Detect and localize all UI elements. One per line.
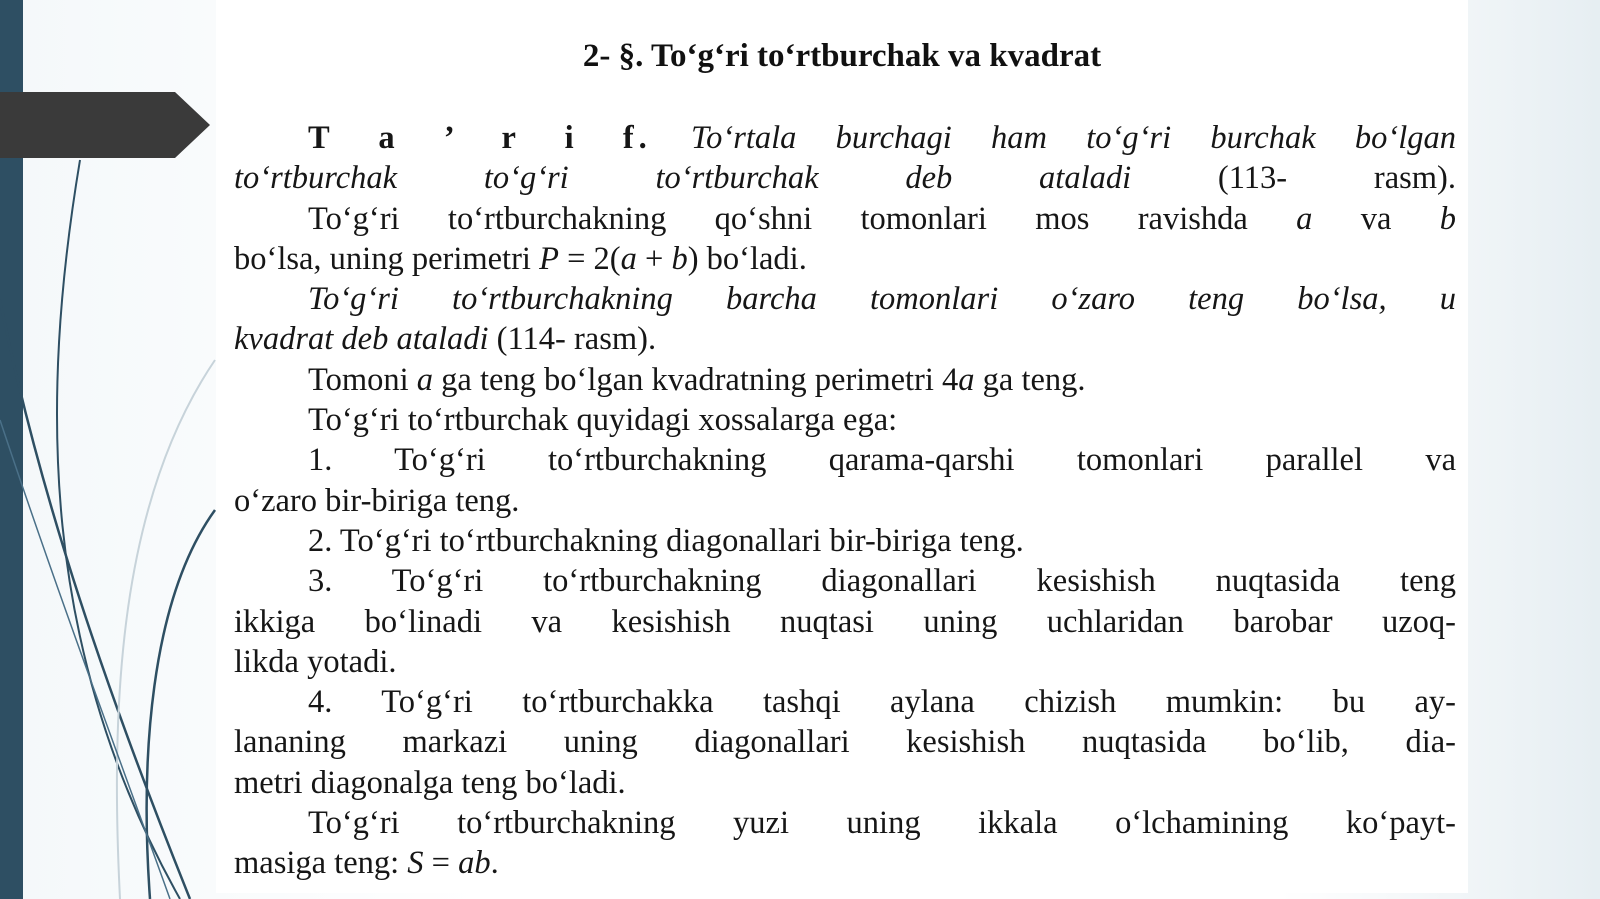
section-heading: 2- §. To‘g‘ri to‘rtburchak va kvadrat — [582, 38, 1102, 74]
text-line-7: Tomoni a ga teng bo‘lgan kvadratning perimetri 4a ga teng. — [308, 361, 1086, 398]
area-line-2: masiga teng: S = ab. — [234, 845, 499, 882]
body-text — [234, 118, 1456, 884]
list-item-2: 2. To‘g‘ri to‘rtburchakning diagonallari bir-biriga teng. — [308, 522, 1024, 559]
list-item-4-line-1: 4. To‘g‘ri to‘rtburchakka tashqi aylana chizish mumkin: bu ay- — [308, 684, 1456, 721]
text-line-3: To‘g‘ri to‘rtburchakning qo‘shni tomonlari mos ravishda a va b — [308, 200, 1456, 237]
list-item-1-line-2: o‘zaro bir-biriga teng. — [234, 482, 520, 519]
arrow-tab-shape — [0, 92, 210, 158]
text-line-5: To‘g‘ri to‘rtburchakning barcha tomonlari o‘zaro teng bo‘lsa, u — [308, 281, 1456, 318]
list-item-4-line-3: metri diagonalga teng bo‘ladi. — [234, 764, 626, 801]
text-line-8: To‘g‘ri to‘rtburchak quyidagi xossalarga ega: — [308, 402, 898, 439]
text-line-4: bo‘lsa, uning perimetri P = 2(a + b) bo‘ladi. — [234, 240, 807, 277]
text-line-6: kvadrat deb ataladi (114- rasm). — [234, 321, 657, 358]
text-line-2: to‘rtburchak to‘g‘ri to‘rtburchak deb ataladi (113- rasm). — [234, 160, 1456, 197]
list-item-3-line-1: 3. To‘g‘ri to‘rtburchakning diagonallari kesishish nuqtasida teng — [308, 563, 1456, 600]
document-page — [216, 0, 1468, 893]
list-item-1-line-1: 1. To‘g‘ri to‘rtburchakning qarama-qarshi tomonlari parallel va — [308, 442, 1456, 479]
list-item-3-line-3: likda yotadi. — [234, 643, 397, 680]
area-line-1: To‘g‘ri to‘rtburchakning yuzi uning ikkala o‘lchamining ko‘payt- — [308, 805, 1456, 842]
text-line-1: T a ’ r i f. To‘rtala burchagi ham to‘g‘ri burchak bo‘lgan — [308, 120, 1456, 156]
list-item-3-line-2: ikkiga bo‘linadi va kesishish nuqtasi uning uchlaridan barobar uzoq- — [234, 603, 1456, 640]
tarif-label: T a ’ r i f. — [308, 120, 652, 156]
list-item-4-line-2: lananing markazi uning diagonallari kesishish nuqtasida bo‘lib, dia- — [234, 724, 1456, 761]
